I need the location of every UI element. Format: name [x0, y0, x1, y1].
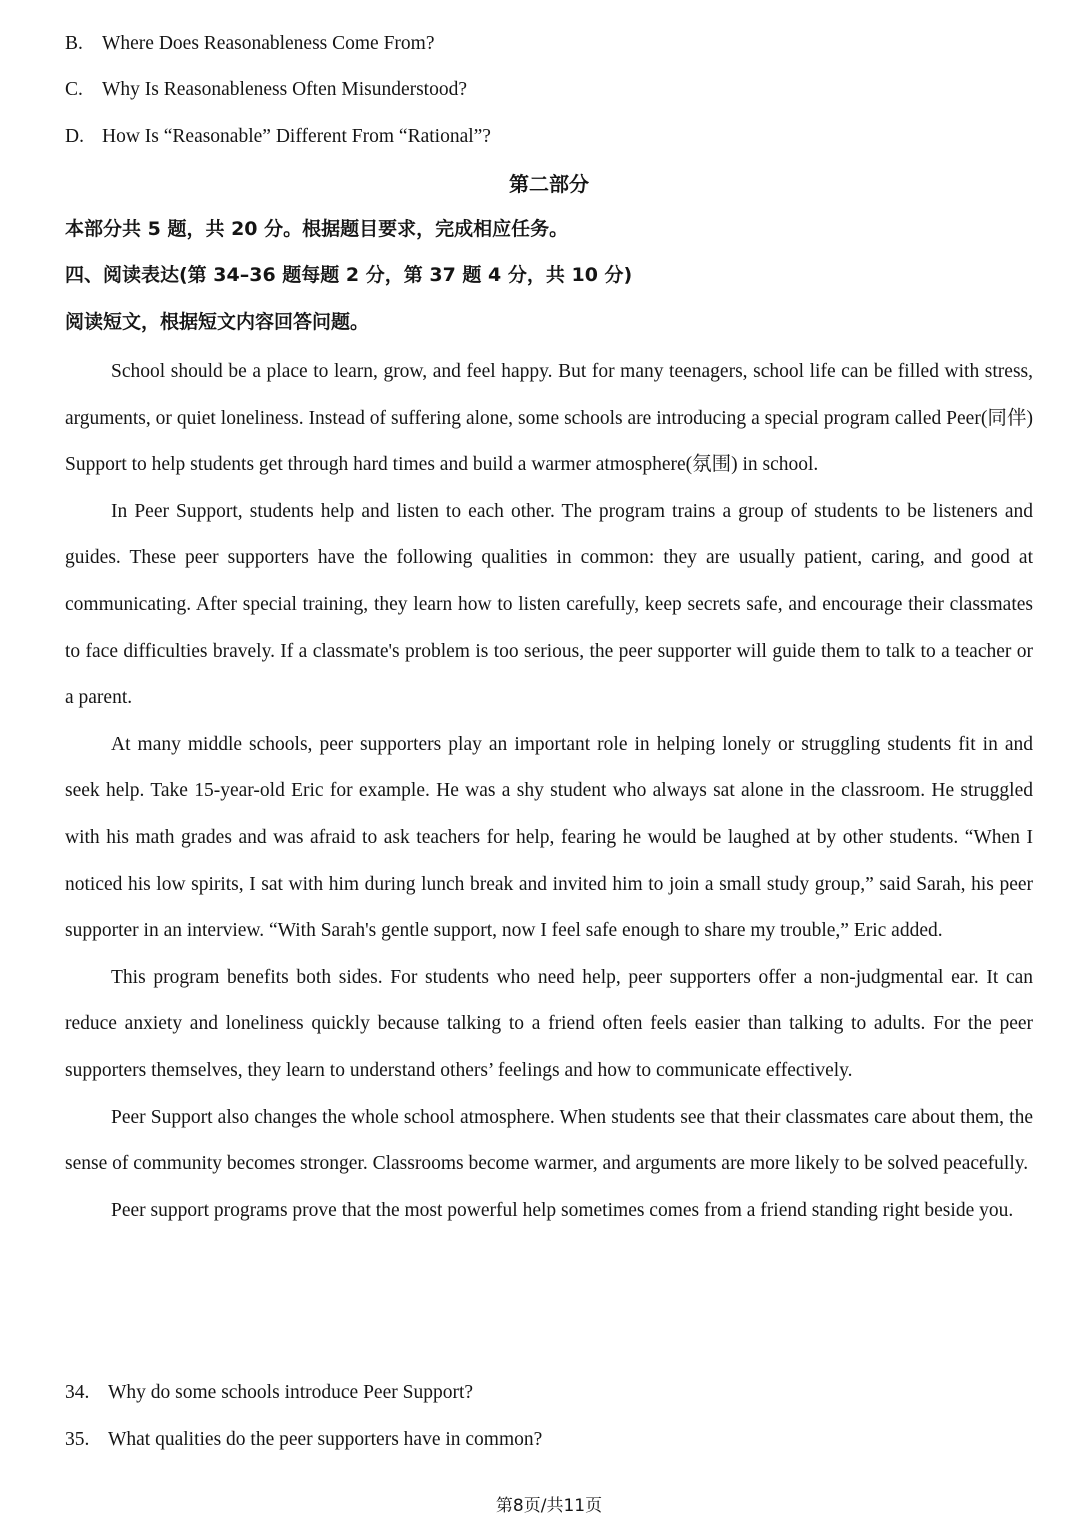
- passage-paragraph: This program benefits both sides. For students who need help, peer supporters offer a non-judgmental ear. It can reduce anxiety and loneliness quickly because talking to a friend often feels easier than talking to adults. For the peer supporters themselves, they learn to understand others’ feelings and how to communicate effectively.: [65, 966, 1033, 1081]
- section-title: 第二部分: [509, 172, 589, 196]
- answer-option-c: [65, 77, 467, 103]
- option-text: Why Is Reasonableness Often Misunderstood?: [102, 79, 468, 100]
- task-instruction: 阅读短文，根据短文内容回答问题。: [65, 311, 370, 333]
- passage-paragraph: At many middle schools, peer supporters play an important role in helping lonely or struggling students fit in and seek help. Take 15-year-old Eric for example. He was a shy student who always sat alone in the classroom. He struggled with his math grades and was afraid to ask teachers for help, fearing he would be laughed at by other students. “When I noticed his low spirits, I sat with him during lunch break and invited him to join a small study group,” said Sarah, his peer supporter in an interview. “With Sarah's gentle support, now I feel safe enough to share my trouble,” Eric added.: [65, 733, 1033, 942]
- section-heading: 四、阅读表达(第 34–36 题每题 2 分，第 37 题 4 分，共 10 分): [65, 264, 633, 286]
- passage-paragraph: Peer Support also changes the whole school atmosphere. When students see that their classmates care about them, the sense of community becomes stronger. Classrooms become warmer, and arguments are more likely to be solved peacefully.: [65, 1106, 1033, 1175]
- passage-paragraph: School should be a place to learn, grow, and feel happy. But for many teenagers, school life can be filled with stress, arguments, or quiet loneliness. Instead of suffering alone, some schools are introducing a special program called Peer(同伴) Support to help students get through hard times and build a warmer atmosphere(氛围) in school.: [65, 361, 1033, 476]
- question-text: What qualities do the peer supporters have in common?: [108, 1429, 543, 1450]
- option-letter: D.: [65, 126, 84, 147]
- reading-passage: [65, 349, 1033, 1234]
- part-info: 本部分共 5 题，共 20 分。根据题目要求，完成相应任务。: [65, 218, 569, 240]
- passage-paragraph: In Peer Support, students help and listen to each other. The program trains a group of students to be listeners and guides. These peer supporters have the following qualities in common: they are usually patient, caring, and good at communicating. After special training, they learn how to listen carefully, keep secrets safe, and encourage their classmates to face difficulties bravely. If a classmate's problem is too serious, the peer supporter will guide them to talk to a teacher or a parent.: [65, 500, 1033, 709]
- question-34: [65, 1380, 473, 1406]
- answer-option-b: [65, 31, 435, 57]
- option-letter: B.: [65, 33, 83, 54]
- question-number: 34.: [65, 1382, 90, 1403]
- question-number: 35.: [65, 1429, 90, 1450]
- answer-option-d: [65, 124, 491, 150]
- page-number-footer: 第8页/共11页: [495, 1496, 603, 1516]
- question-35: [65, 1427, 542, 1453]
- option-letter: C.: [65, 79, 83, 100]
- option-text: Where Does Reasonableness Come From?: [102, 33, 435, 54]
- passage-paragraph: Peer support programs prove that the most powerful help sometimes comes from a friend standing right beside you.: [111, 1199, 1014, 1221]
- option-text: How Is “Reasonable” Different From “Rational”?: [102, 126, 491, 147]
- question-text: Why do some schools introduce Peer Support?: [108, 1382, 474, 1403]
